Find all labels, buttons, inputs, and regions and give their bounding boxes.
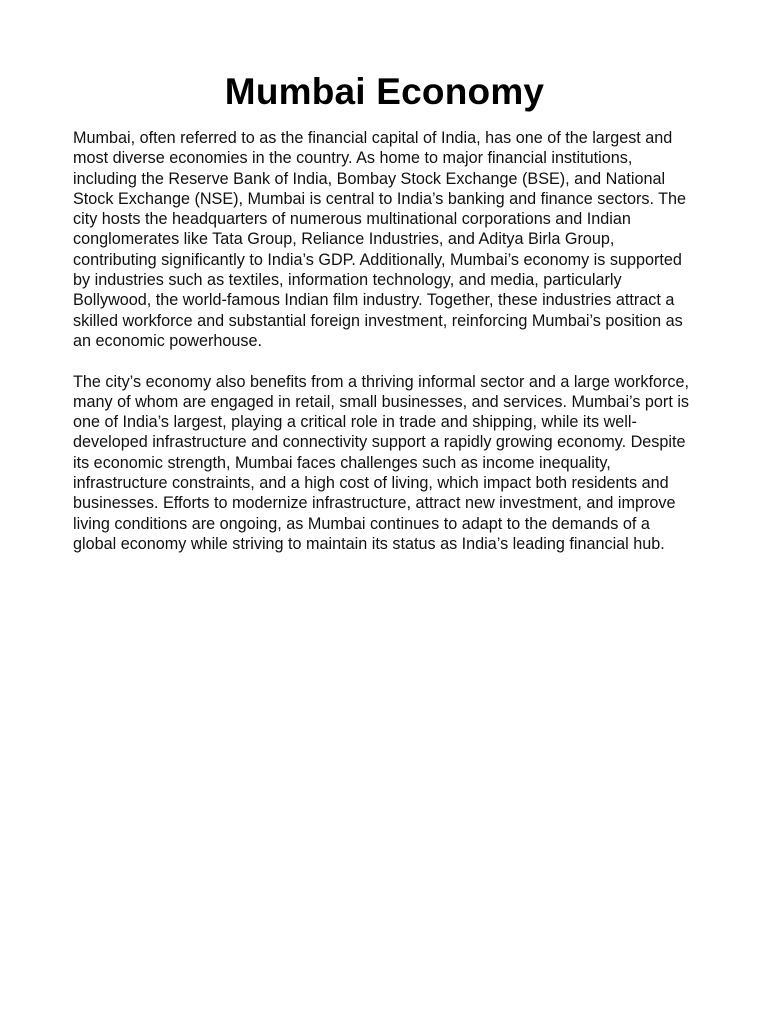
paragraph-1: Mumbai, often referred to as the financial capital of India, has one of the largest and most diverse economies in the country. As home to major financial institutions, including the Reserve Bank of India, Bombay Stock Exchange (BSE), and National Stock Exchange (NSE), Mumbai is central to India’s banking and finance sectors. The city hosts the headquarters of numerous multinational corporations and Indian conglomerates like Tata Group, Reliance Industries, and Aditya Birla Group, contributing significantly to India’s GDP. Additionally, Mumbai’s economy is supported by industries such as textiles, information technology, and media, particularly Bollywood, the world-famous Indian film industry. Together, these industries attract a skilled workforce and substantial foreign investment, reinforcing Mumbai’s position as an economic powerhouse. [73, 129, 687, 350]
document-title: Mumbai Economy [224, 71, 545, 112]
paragraph-2: The city’s economy also benefits from a thriving informal sector and a large workforce, many of whom are engaged in retail, small businesses, and services. Mumbai’s port is one of India’s largest, playing a critical role in trade and shipping, while its well-developed infrastructure and connectivity support a rapidly growing economy. Despite its economic strength, Mumbai faces challenges such as income inequality, infrastructure constraints, and a high cost of living, which impact both residents and businesses. Efforts to modernize infrastructure, attract new investment, and improve living conditions are ongoing, as Mumbai continues to adapt to the demands of a global economy while striving to maintain its status as India’s leading financial hub. [73, 372, 690, 553]
document-body [73, 128, 696, 554]
